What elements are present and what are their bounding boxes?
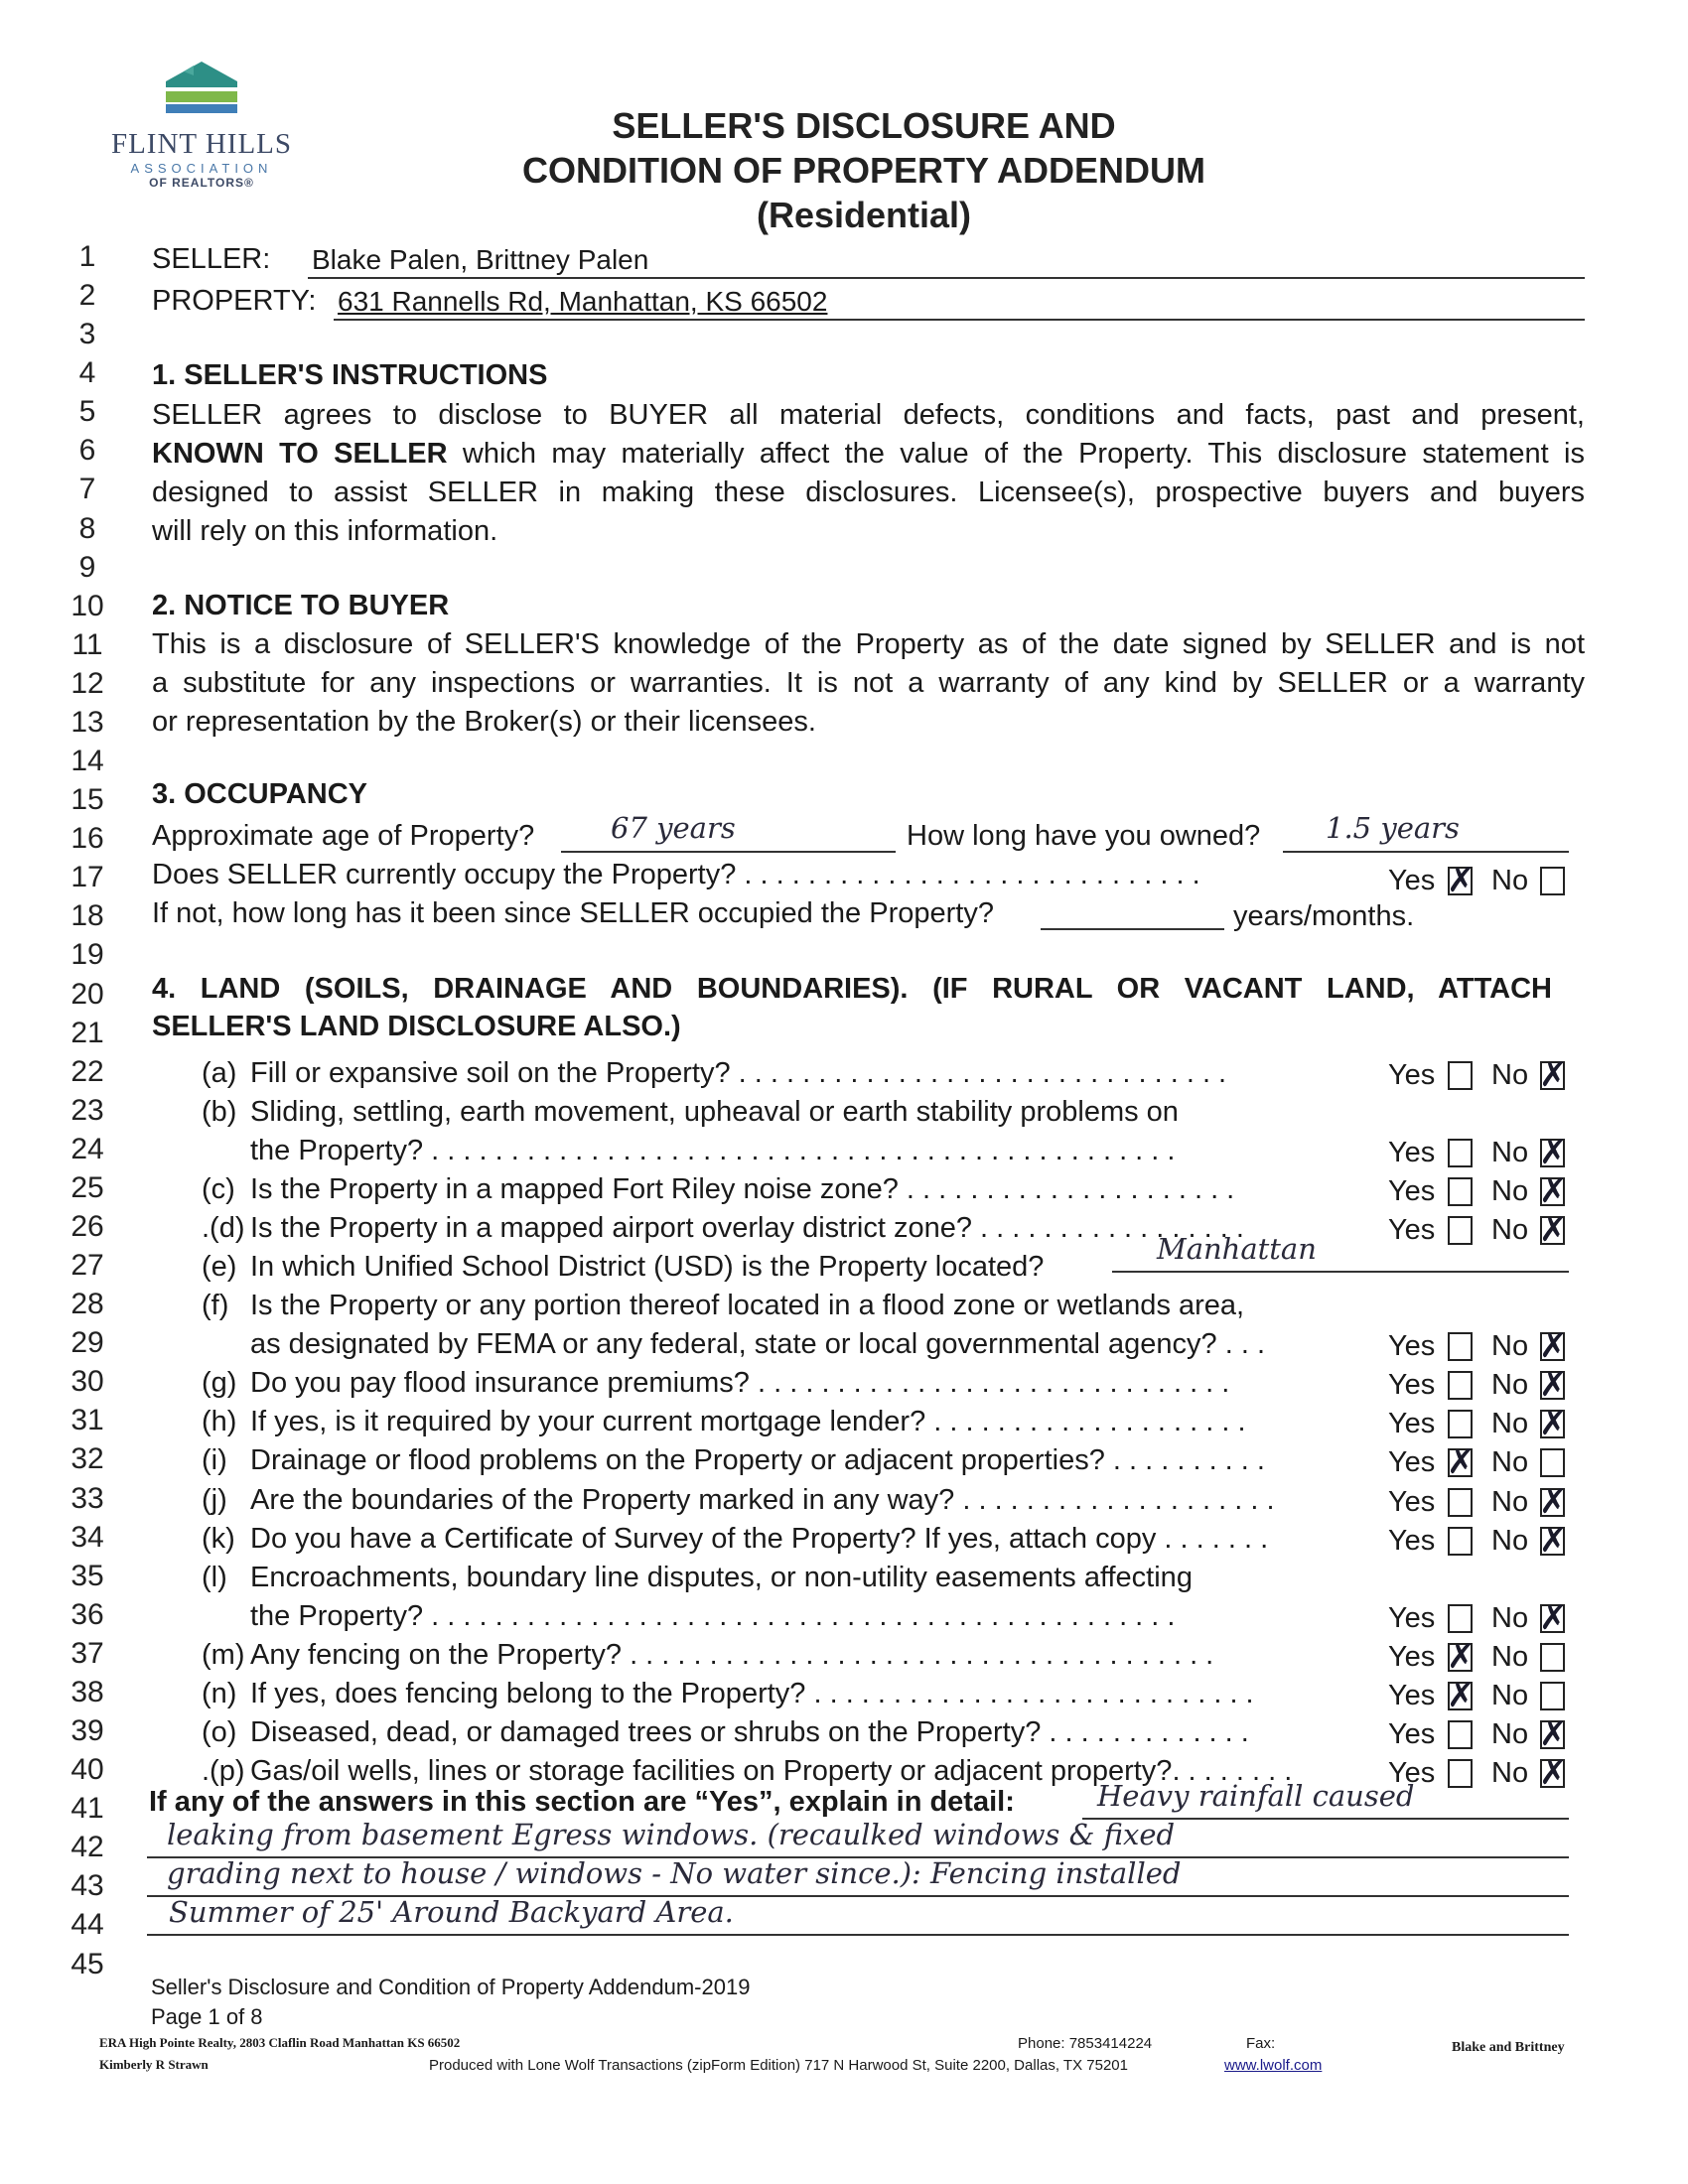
house-roof-icon (162, 58, 241, 115)
line-number: 15 (70, 783, 104, 816)
s1-line-6-rest: which may materially affect the value of the Property. This disclosure statement is (447, 438, 1585, 470)
item-question: Do you pay flood insurance premiums? . . . . . . . . . . . . . . . . . . . . . . . . . . . . . . (250, 1367, 1230, 1399)
item-question: as designated by FEMA or any federal, state or local governmental agency? . . . (250, 1328, 1266, 1360)
item-question: Fill or expansive soil on the Property? . . . . . . . . . . . . . . . . . . . . . . . . . . . . . . . (250, 1057, 1227, 1089)
item-letter: (l) (202, 1562, 227, 1593)
line-number: 26 (70, 1210, 104, 1243)
yes-label: Yes (1388, 1718, 1436, 1750)
item-question: If yes, is it required by your current mortgage lender? . . . . . . . . . . . . . . . . . . . . (250, 1406, 1246, 1437)
line-number: 2 (78, 279, 96, 312)
item-letter: (k) (202, 1523, 235, 1555)
title-line-2: CONDITION OF PROPERTY ADDENDUM (521, 150, 1206, 191)
check-mark-icon: ✗ (1539, 1754, 1568, 1792)
no-label: No (1491, 1486, 1529, 1518)
no-checkbox[interactable] (1540, 1682, 1565, 1710)
yes-label: Yes (1388, 1602, 1436, 1634)
s1-line-6 (152, 435, 1585, 473)
yes-label: Yes (1388, 1525, 1436, 1557)
check-mark-icon: ✗ (1447, 1677, 1476, 1714)
check-mark-icon: ✗ (1539, 1366, 1568, 1404)
item-letter: (b) (202, 1096, 237, 1128)
line-number: 36 (70, 1598, 104, 1631)
line-number: 28 (70, 1288, 104, 1320)
property-underline (334, 319, 1585, 321)
title-line-1: SELLER'S DISCLOSURE AND (612, 105, 1116, 146)
line-number: 31 (70, 1404, 104, 1436)
yes-label: Yes (1388, 1680, 1436, 1711)
item-question: Is the Property or any portion thereof located in a flood zone or wetlands area, (250, 1290, 1245, 1321)
yes-checkbox[interactable] (1448, 1759, 1473, 1788)
s1-line-5: SELLER agrees to disclose to BUYER all material defects, conditions and facts, past and present, (152, 399, 1585, 431)
explain-text-line-43[interactable]: grading next to house / windows - No water since.): Fencing installed (167, 1856, 1182, 1890)
line-number: 5 (78, 395, 96, 428)
yes-label: Yes (1388, 1059, 1436, 1091)
line-number: 41 (70, 1792, 104, 1825)
property-label: PROPERTY: (152, 285, 317, 317)
yes-checkbox[interactable] (1448, 1177, 1473, 1206)
yes-checkbox[interactable] (1448, 1720, 1473, 1749)
property-value[interactable]: 631 Rannells Rd, Manhattan, KS 66502 (338, 286, 828, 317)
item-question: Are the boundaries of the Property marked in any way? . . . . . . . . . . . . . . . . . . . . (250, 1484, 1275, 1516)
explain-label: If any of the answers in this section are “Yes”, explain in detail: (149, 1786, 1015, 1818)
no-label: No (1491, 1059, 1529, 1091)
item-letter: (m) (202, 1639, 245, 1671)
produced-with: Produced with Lone Wolf Transactions (zipForm Edition) 717 N Harwood St, Suite 2200, Dallas, TX 75201 (429, 2057, 1128, 2074)
yes-checkbox[interactable] (1448, 1410, 1473, 1438)
check-mark-icon: ✗ (1539, 1715, 1568, 1753)
page-number: Page 1 of 8 (151, 2004, 263, 2029)
section-2-heading: 2. NOTICE TO BUYER (152, 590, 450, 621)
no-label: No (1491, 1408, 1529, 1439)
check-mark-icon: ✗ (1447, 1443, 1476, 1481)
no-checkbox[interactable] (1540, 867, 1565, 895)
no-label: No (1491, 1446, 1529, 1478)
item-question: If yes, does fencing belong to the Property? . . . . . . . . . . . . . . . . . . . . . . . . . . . . (250, 1678, 1254, 1709)
logo-association: ASSOCIATION (130, 161, 273, 176)
yes-checkbox[interactable] (1448, 1061, 1473, 1090)
item-question: Diseased, dead, or damaged trees or shrubs on the Property? . . . . . . . . . . . . . (250, 1716, 1249, 1748)
since-unit: years/months. (1233, 900, 1415, 932)
line-number: 25 (70, 1171, 104, 1204)
item-letter: (n) (202, 1678, 237, 1709)
check-mark-icon: ✗ (1447, 1638, 1476, 1676)
no-label: No (1491, 1369, 1529, 1401)
since-question: If not, how long has it been since SELLER occupied the Property? (152, 897, 994, 929)
association-logo (87, 58, 316, 190)
line-number: 20 (70, 978, 104, 1011)
item-question: Do you have a Certificate of Survey of the Property? If yes, attach copy . . . . . . . (250, 1523, 1269, 1555)
line-number: 37 (70, 1637, 104, 1670)
yes-checkbox[interactable] (1448, 1488, 1473, 1517)
line-number: 39 (70, 1714, 104, 1747)
check-mark-icon: ✗ (1539, 1211, 1568, 1249)
age-underline (561, 851, 896, 853)
line-number: 3 (78, 318, 96, 350)
seller-underline (308, 277, 1585, 279)
line-number: 16 (70, 822, 104, 855)
line-number: 38 (70, 1676, 104, 1708)
line-number: 45 (70, 1948, 104, 1980)
fax: Fax: (1246, 2035, 1276, 2052)
usd-underline (1112, 1271, 1569, 1273)
line-number: 11 (71, 628, 103, 661)
line-number: 14 (70, 745, 104, 777)
line-number: 30 (70, 1365, 104, 1398)
check-mark-icon: ✗ (1539, 1522, 1568, 1560)
line-number: 7 (78, 473, 96, 505)
explain-underline-44 (147, 1934, 1569, 1936)
item-letter: (i) (202, 1444, 227, 1476)
item-question: Any fencing on the Property? . . . . . . . . . . . . . . . . . . . . . . . . . . . . . . . . . . . . . (250, 1639, 1214, 1671)
explain-text-line-41[interactable]: Heavy rainfall caused (1097, 1779, 1415, 1813)
section-1-heading: 1. SELLER'S INSTRUCTIONS (152, 359, 548, 391)
line-number: 23 (70, 1094, 104, 1127)
line-number: 8 (78, 512, 96, 545)
check-mark-icon: ✗ (1539, 1172, 1568, 1210)
yes-checkbox[interactable] (1448, 1139, 1473, 1167)
s2-line-11: This is a disclosure of SELLER'S knowledge of the Property as of the date signed by SELLER and is not (152, 628, 1585, 660)
logo-name: FLINT HILLS (110, 128, 293, 160)
yes-label: Yes (1388, 1137, 1436, 1168)
no-label: No (1491, 1330, 1529, 1362)
logo-realtors: OF REALTORS® (149, 176, 254, 190)
seller-label: SELLER: (152, 243, 271, 275)
line-number: 13 (70, 706, 104, 739)
line-number: 35 (70, 1560, 104, 1592)
line-number: 17 (70, 861, 104, 893)
yes-checkbox[interactable] (1448, 1216, 1473, 1245)
line-number: 40 (70, 1753, 104, 1786)
yes-label: Yes (1388, 1408, 1436, 1439)
no-label: No (1491, 1137, 1529, 1168)
s2-line-13: or representation by the Broker(s) or their licensees. (152, 706, 816, 738)
line-number: 6 (78, 434, 96, 467)
line-number: 43 (70, 1869, 104, 1902)
line-number: 44 (70, 1908, 104, 1941)
no-label: No (1491, 865, 1529, 896)
line-number: 19 (70, 938, 104, 971)
yes-label: Yes (1388, 865, 1436, 896)
check-mark-icon: ✗ (1539, 1134, 1568, 1171)
item-letter: (g) (202, 1367, 237, 1399)
item-letter: (j) (202, 1484, 227, 1516)
item-question: Encroachments, boundary line disputes, or non-utility easements affecting (250, 1562, 1193, 1593)
agent-name: Kimberly R Strawn (99, 2057, 209, 2072)
yes-label: Yes (1388, 1330, 1436, 1362)
seller-value[interactable]: Blake Palen, Brittney Palen (312, 244, 649, 275)
line-number: 27 (70, 1249, 104, 1282)
item-question: Drainage or flood problems on the Property or adjacent properties? . . . . . . . . . . (250, 1444, 1265, 1476)
yes-checkbox[interactable] (1448, 1371, 1473, 1400)
item-letter: (h) (202, 1406, 237, 1437)
no-checkbox[interactable] (1540, 1643, 1565, 1672)
line-number: 29 (70, 1326, 104, 1359)
line-number: 24 (70, 1133, 104, 1165)
line-number: 32 (70, 1442, 104, 1475)
yes-checkbox[interactable] (1448, 1604, 1473, 1633)
item-question: the Property? . . . . . . . . . . . . . . . . . . . . . . . . . . . . . . . . . . . . . . . . . . . . . . . (250, 1600, 1176, 1632)
item-question: Is the Property in a mapped Fort Riley noise zone? . . . . . . . . . . . . . . . . . . . . . (250, 1173, 1235, 1205)
usd-answer[interactable]: Manhattan (1157, 1232, 1317, 1266)
line-number: 12 (70, 667, 104, 700)
item-letter: (c) (202, 1173, 235, 1205)
occupy-question: Does SELLER currently occupy the Property? . . . . . . . . . . . . . . . . . . . . . . . . . . . . . (152, 859, 1200, 890)
no-label: No (1491, 1641, 1529, 1673)
line-number: 1 (78, 240, 96, 273)
item-letter: (e) (202, 1251, 237, 1283)
check-mark-icon: ✗ (1539, 1327, 1568, 1365)
phone: Phone: 7853414224 (1018, 2035, 1153, 2052)
line-number: 18 (70, 899, 104, 932)
check-mark-icon: ✗ (1539, 1056, 1568, 1094)
line-number: 4 (78, 356, 96, 389)
yes-label: Yes (1388, 1446, 1436, 1478)
check-mark-icon: ✗ (1539, 1405, 1568, 1442)
known-to-seller: KNOWN TO SELLER (152, 438, 448, 470)
yes-label: Yes (1388, 1175, 1436, 1207)
since-underline (1041, 928, 1224, 930)
yes-label: Yes (1388, 1214, 1436, 1246)
no-label: No (1491, 1525, 1529, 1557)
item-question: the Property? . . . . . . . . . . . . . . . . . . . . . . . . . . . . . . . . . . . . . . . . . . . . . . . (250, 1135, 1176, 1166)
document-title (417, 103, 1311, 237)
owned-answer[interactable]: 1.5 years (1326, 811, 1460, 845)
item-question: In which Unified School District (USD) is the Property located? (250, 1251, 1045, 1283)
item-question: Sliding, settling, earth movement, upheaval or earth stability problems on (250, 1096, 1179, 1128)
line-number: 9 (78, 551, 96, 584)
yes-checkbox[interactable] (1448, 1332, 1473, 1361)
line-number: 33 (70, 1482, 104, 1515)
s1-line-8: will rely on this information. (152, 515, 498, 547)
item-letter: (f) (202, 1290, 229, 1321)
explain-text-line-44[interactable]: Summer of 25' Around Backyard Area. (169, 1895, 734, 1929)
item-question: Gas/oil wells, lines or storage facilities on Property or adjacent property?. . . . . . . . (250, 1755, 1293, 1787)
owned-question: How long have you owned? (907, 820, 1261, 852)
no-label: No (1491, 1680, 1529, 1711)
item-letter: .(d) (202, 1212, 245, 1244)
section-4-heading-2: SELLER'S LAND DISCLOSURE ALSO.) (152, 1011, 681, 1042)
item-letter: (a) (202, 1057, 237, 1089)
explain-text-line-42[interactable]: leaking from basement Egress windows. (recaulked windows & fixed (167, 1818, 1176, 1851)
item-letter: .(p) (202, 1755, 245, 1787)
s2-line-12: a substitute for any inspections or warranties. It is not a warranty of any kind by SELLER or a warranty (152, 667, 1585, 699)
check-mark-icon: ✗ (1447, 862, 1476, 899)
item-question: Is the Property in a mapped airport overlay district zone? . . . . . . . . . . . . . . . . . (250, 1212, 1244, 1244)
no-label: No (1491, 1602, 1529, 1634)
line-number: 10 (70, 590, 104, 622)
line-number: 22 (70, 1055, 104, 1088)
brokerage: ERA High Pointe Realty, 2803 Claflin Road Manhattan KS 66502 (99, 2035, 461, 2050)
line-number: 21 (70, 1017, 104, 1049)
yes-label: Yes (1388, 1757, 1436, 1789)
age-answer[interactable]: 67 years (611, 811, 736, 845)
age-question: Approximate age of Property? (152, 820, 535, 852)
yes-label: Yes (1388, 1369, 1436, 1401)
check-mark-icon: ✗ (1539, 1599, 1568, 1637)
section-4-heading: 4. LAND (SOILS, DRAINAGE AND BOUNDARIES). (IF RURAL OR VACANT LAND, ATTACH (152, 973, 1552, 1005)
no-label: No (1491, 1175, 1529, 1207)
no-label: No (1491, 1718, 1529, 1750)
yes-checkbox[interactable] (1448, 1527, 1473, 1556)
yes-label: Yes (1388, 1641, 1436, 1673)
section-3-heading: 3. OCCUPANCY (152, 778, 367, 810)
title-line-3: (Residential) (756, 195, 972, 235)
owned-underline (1283, 851, 1569, 853)
no-label: No (1491, 1757, 1529, 1789)
s1-line-7: designed to assist SELLER in making these disclosures. Licensee(s), prospective buyers and buyers (152, 477, 1585, 508)
yes-label: Yes (1388, 1486, 1436, 1518)
no-label: No (1491, 1214, 1529, 1246)
line-number: 34 (70, 1521, 104, 1554)
lwolf-link[interactable]: www.lwolf.com (1224, 2057, 1323, 2074)
form-name: Seller's Disclosure and Condition of Property Addendum-2019 (151, 1975, 751, 1999)
line-number: 42 (70, 1831, 104, 1863)
item-letter: (o) (202, 1716, 237, 1748)
check-mark-icon: ✗ (1539, 1483, 1568, 1521)
file-name: Blake and Brittney (1452, 2040, 1565, 2055)
no-checkbox[interactable] (1540, 1448, 1565, 1477)
